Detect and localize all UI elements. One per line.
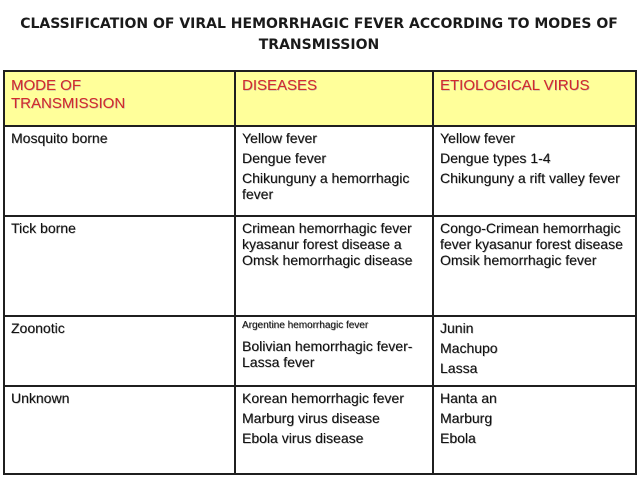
virus-entry: Hanta an [440,390,497,406]
diseases-cell [235,386,433,474]
table-row [4,216,636,316]
virus-cell [433,316,636,386]
virus-entry: Dengue types 1-4 [440,150,551,166]
virus-cell [433,126,636,216]
virus-entry: Congo-Crimean hemorrhagic fever kyasanur forest disease Omsik hemorrhagic fever [440,220,623,268]
mode-cell [4,216,235,316]
virus-cell [433,216,636,316]
table-row [4,386,636,474]
table-row [4,126,636,216]
disease-entry: Chikunguny a hemorrhagic fever [242,170,410,202]
mode-cell [4,386,235,474]
mode-label: Zoonotic [11,320,65,336]
header-virus-cell [433,71,636,126]
header-mode-cell [4,71,235,126]
disease-entry: Crimean hemorrhagic fever kyasanur forest disease a Omsk hemorrhagic disease [242,220,413,268]
mode-label: Tick borne [11,220,76,236]
disease-entry: Dengue fever [242,150,327,166]
disease-entry: Yellow fever [242,130,317,146]
disease-entry: Korean hemorrhagic fever [242,390,404,406]
page-title [0,14,638,56]
virus-entry: Junin [440,320,474,336]
mode-cell [4,316,235,386]
header-virus: ETIOLOGICAL VIRUS [440,77,590,94]
header-diseases: DISEASES [242,77,318,94]
header-mode-line-2: TRANSMISSION [11,95,126,112]
virus-entry: Marburg [440,410,493,426]
title-line-1: CLASSIFICATION OF VIRAL HEMORRHAGIC FEVER ACCORDING TO MODES OF [20,16,618,32]
classification-table [3,70,637,475]
header-mode-line-1: MODE OF [11,77,81,94]
virus-entry: Machupo [440,340,498,356]
header-diseases-cell [235,71,433,126]
table-header-row [4,71,636,126]
virus-entry: Chikunguny a rift valley fever [440,170,620,186]
title-line-2: TRANSMISSION [258,37,380,53]
virus-entry: Ebola [440,430,476,446]
virus-entry: Lassa [440,360,478,376]
virus-entry: Yellow fever [440,130,515,146]
disease-entry: Ebola virus disease [242,430,364,446]
disease-entry: Marburg virus disease [242,410,380,426]
diseases-cell [235,216,433,316]
disease-entry: Bolivian hemorrhagic fever- Lassa fever [242,338,413,370]
mode-cell [4,126,235,216]
diseases-cell [235,316,433,386]
virus-cell [433,386,636,474]
diseases-cell [235,126,433,216]
disease-entry: Argentine hemorrhagic fever [242,320,369,331]
mode-label: Unknown [11,390,70,406]
table-row [4,316,636,386]
mode-label: Mosquito borne [11,130,108,146]
